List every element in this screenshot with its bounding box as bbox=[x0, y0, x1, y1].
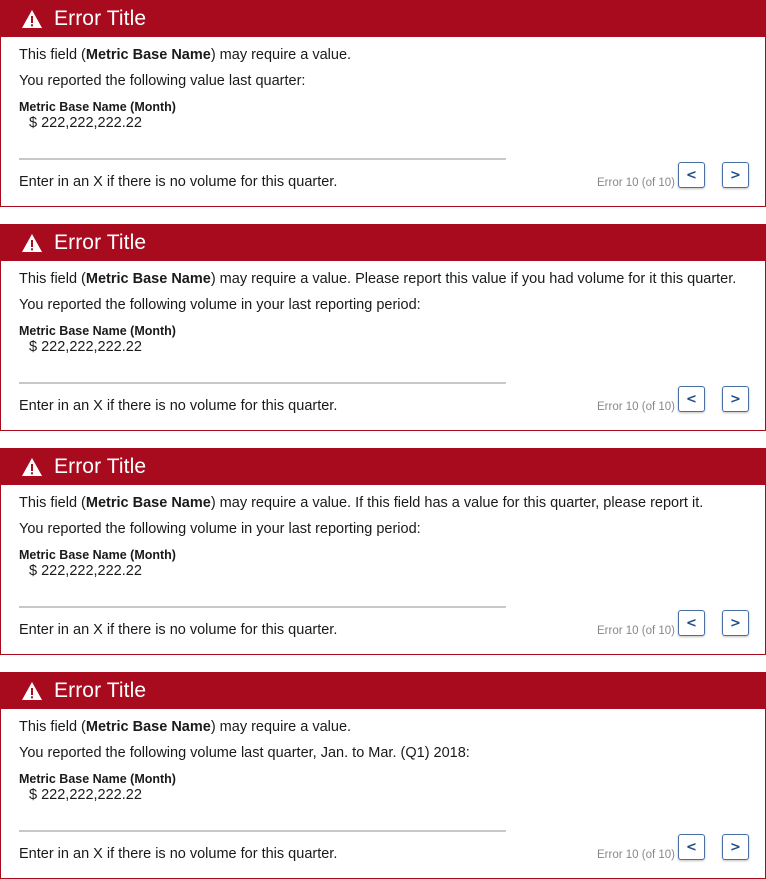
previous-error-button[interactable]: < bbox=[678, 162, 705, 188]
previous-error-button[interactable]: < bbox=[678, 610, 705, 636]
warning-icon bbox=[21, 457, 43, 477]
next-error-button[interactable]: > bbox=[722, 162, 749, 188]
error-header bbox=[1, 1, 765, 37]
error-header bbox=[1, 449, 765, 485]
error-counter: Error 10 (of 10) bbox=[597, 401, 675, 413]
error-title: Error Title bbox=[54, 231, 147, 254]
field-name: Metric Base Name bbox=[85, 719, 211, 735]
previous-value-message: You reported the following volume in your last reporting period: bbox=[19, 521, 421, 537]
warning-icon bbox=[21, 681, 43, 701]
error-counter: Error 10 (of 10) bbox=[597, 849, 675, 861]
error-title: Error Title bbox=[54, 7, 147, 30]
metric-value: $ 222,222,222.22 bbox=[29, 339, 142, 355]
input-hint: Enter in an X if there is no volume for this quarter. bbox=[19, 846, 338, 862]
error-header bbox=[1, 225, 765, 261]
field-name: Metric Base Name bbox=[85, 47, 211, 63]
warning-icon bbox=[21, 9, 43, 29]
previous-value-message: You reported the following value last quarter: bbox=[19, 73, 306, 89]
metric-value: $ 222,222,222.22 bbox=[29, 115, 142, 131]
error-message: This field (Metric Base Name) may require a value. bbox=[19, 719, 352, 735]
warning-icon bbox=[21, 233, 43, 253]
next-error-button[interactable]: > bbox=[722, 834, 749, 860]
error-counter: Error 10 (of 10) bbox=[597, 625, 675, 637]
metric-label: Metric Base Name (Month) bbox=[19, 772, 176, 786]
input-hint: Enter in an X if there is no volume for this quarter. bbox=[19, 622, 338, 638]
input-underline[interactable] bbox=[19, 158, 506, 160]
previous-value-message: You reported the following volume last quarter, Jan. to Mar. (Q1) 2018: bbox=[19, 745, 470, 761]
error-card-4 bbox=[0, 672, 766, 879]
error-header bbox=[1, 673, 765, 709]
next-error-button[interactable]: > bbox=[722, 386, 749, 412]
metric-value: $ 222,222,222.22 bbox=[29, 563, 142, 579]
next-error-button[interactable]: > bbox=[722, 610, 749, 636]
metric-label: Metric Base Name (Month) bbox=[19, 548, 176, 562]
error-card-1 bbox=[0, 0, 766, 207]
error-counter: Error 10 (of 10) bbox=[597, 177, 675, 189]
field-name: Metric Base Name bbox=[85, 495, 211, 511]
error-title: Error Title bbox=[54, 455, 147, 478]
input-hint: Enter in an X if there is no volume for this quarter. bbox=[19, 174, 338, 190]
field-name: Metric Base Name bbox=[85, 271, 211, 287]
metric-label: Metric Base Name (Month) bbox=[19, 324, 176, 338]
previous-error-button[interactable]: < bbox=[678, 834, 705, 860]
metric-label: Metric Base Name (Month) bbox=[19, 100, 176, 114]
previous-error-button[interactable]: < bbox=[678, 386, 705, 412]
error-message: This field (Metric Base Name) may require a value. bbox=[19, 47, 352, 63]
input-underline[interactable] bbox=[19, 382, 506, 384]
metric-value: $ 222,222,222.22 bbox=[29, 787, 142, 803]
error-card-2 bbox=[0, 224, 766, 431]
error-card-3 bbox=[0, 448, 766, 655]
input-hint: Enter in an X if there is no volume for this quarter. bbox=[19, 398, 338, 414]
error-message: This field (Metric Base Name) may require a value. If this field has a value for this quarter, please report it. bbox=[19, 495, 704, 511]
previous-value-message: You reported the following volume in your last reporting period: bbox=[19, 297, 421, 313]
error-title: Error Title bbox=[54, 679, 147, 702]
input-underline[interactable] bbox=[19, 606, 506, 608]
input-underline[interactable] bbox=[19, 830, 506, 832]
error-message: This field (Metric Base Name) may require a value. Please report this value if you had volume for it this quarter. bbox=[19, 271, 737, 287]
